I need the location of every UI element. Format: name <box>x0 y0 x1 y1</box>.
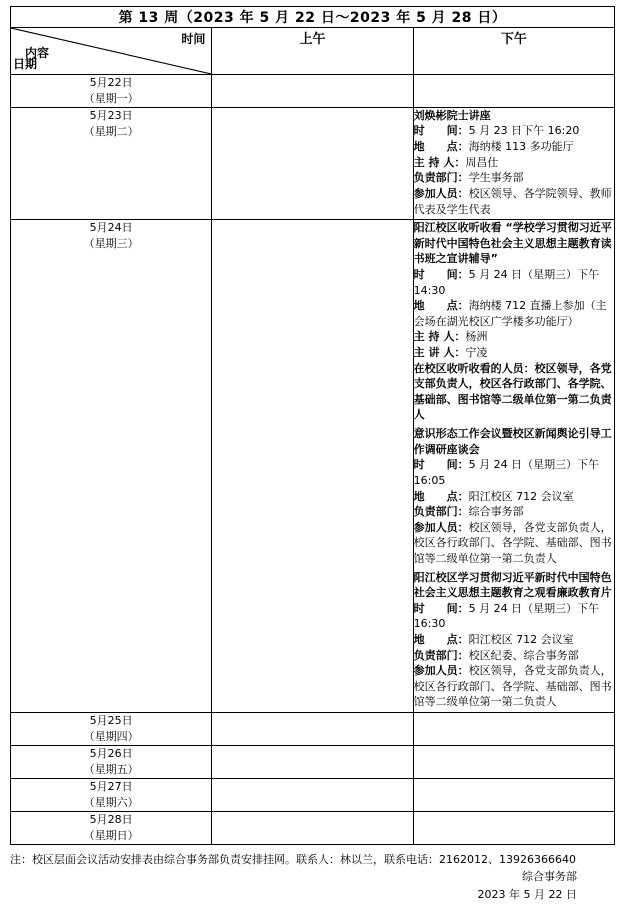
event-line <box>414 663 614 710</box>
weekday-text: （星期二） <box>83 124 139 138</box>
footer-department: 综合事务部 <box>522 870 577 884</box>
morning-cell <box>212 745 413 778</box>
weekday-text: （星期三） <box>83 237 139 251</box>
afternoon-cell <box>413 811 614 844</box>
header-content-label: 内容 <box>25 46 50 60</box>
date-cell <box>11 811 212 844</box>
event-title: 刘焕彬院士讲座 <box>413 108 491 122</box>
event-line-key: 负责部门： <box>413 171 469 185</box>
event-line-key: 在校区收听收看的人员： <box>413 361 535 375</box>
event-title: 阳江校区收听收看 “学校学习贯彻习近平新时代中国特色社会主义思想主题教育读书班之宣讲辅导” <box>413 221 612 266</box>
event-line-value: 阳江校区 712 会议室 <box>468 489 574 503</box>
date-cell <box>11 713 212 746</box>
table-row <box>11 745 615 778</box>
event-item <box>414 426 614 566</box>
weekday-text: （星期日） <box>83 828 139 842</box>
event-line-key: 主 讲 人： <box>413 346 466 360</box>
date-text: 5月27日 <box>89 779 133 793</box>
date-text: 5月23日 <box>89 108 133 122</box>
event-line-value: 校区纪委、综合事务部 <box>468 648 579 662</box>
event-line-value: 周昌仕 <box>465 155 499 169</box>
afternoon-cell <box>413 75 614 108</box>
event-line <box>414 329 614 345</box>
footer <box>10 851 615 904</box>
event-line <box>414 186 614 217</box>
event-line-value: 校区领导，各党支部负责人，校区各行政部门、各学院、基础部、图书馆等二级单位第一第二负责人 <box>413 520 612 565</box>
event-line-key: 参加人员： <box>413 186 469 200</box>
event-line-value: 校区领导，各党支部负责人，校区各行政部门、各学院、基础部、图书馆等二级单位第一第二负责人 <box>413 361 612 422</box>
morning-cell <box>212 778 413 811</box>
date-cell <box>11 778 212 811</box>
date-text: 5月25日 <box>89 714 133 728</box>
event-line <box>414 298 614 329</box>
event-line-key: 地 点： <box>413 489 469 503</box>
morning-cell <box>212 220 413 713</box>
event-title: 意识形态工作会议暨校区新闻舆论引导工作调研座谈会 <box>413 427 612 456</box>
header-afternoon: 下午 <box>413 28 614 75</box>
event-line-value: 综合事务部 <box>468 505 524 519</box>
afternoon-cell <box>413 778 614 811</box>
table-row <box>11 107 615 219</box>
event-line-key: 地 点： <box>413 299 469 313</box>
event-line-value: 5 月 23 日下午 16:20 <box>468 124 580 138</box>
event-line <box>414 489 614 505</box>
morning-cell <box>212 713 413 746</box>
date-text: 5月22日 <box>89 76 133 89</box>
event-line-value: 海纳楼 712 直播上参加（主会场在湖光校区广学楼多功能厅） <box>413 299 607 328</box>
date-cell <box>11 220 212 713</box>
weekday-text: （星期六） <box>83 795 139 809</box>
morning-cell <box>212 107 413 219</box>
event-line-value: 海纳楼 113 多功能厅 <box>468 140 574 154</box>
header-morning: 上午 <box>212 28 413 75</box>
table-row <box>11 778 615 811</box>
event-line-key: 时 间： <box>413 601 469 615</box>
schedule-table <box>10 6 615 845</box>
event-line-value: 学生事务部 <box>468 171 524 185</box>
date-cell <box>11 75 212 108</box>
event-line-value: 5 月 24 日（星期三）下午 16:30 <box>413 601 600 631</box>
table-row <box>11 811 615 844</box>
event-line <box>414 139 614 155</box>
event-item <box>414 570 614 710</box>
event-line-key: 主 持 人： <box>413 330 466 344</box>
header-corner-cell <box>11 28 212 75</box>
event-item <box>414 108 614 217</box>
event-line-key: 地 点： <box>413 140 469 154</box>
event-line-value: 校区领导、各学院领导、教师代表及学生代表 <box>413 186 612 216</box>
event-line-key: 负责部门： <box>413 648 469 662</box>
event-line-key: 主 持 人： <box>413 155 466 169</box>
afternoon-cell <box>413 220 614 713</box>
event-line-value: 5 月 24 日（星期三）下午 16:05 <box>413 458 600 487</box>
table-row <box>11 713 615 746</box>
date-cell <box>11 107 212 219</box>
event-line <box>414 123 614 139</box>
event-title: 阳江校区学习贯彻习近平新时代中国特色社会主义思想主题教育之观看廉政教育片 <box>413 570 612 600</box>
event-item <box>414 220 614 423</box>
afternoon-cell <box>413 107 614 219</box>
date-cell <box>11 745 212 778</box>
event-line <box>414 457 614 488</box>
table-row <box>11 220 615 713</box>
afternoon-cell <box>413 713 614 746</box>
weekday-text: （星期一） <box>83 91 139 105</box>
event-line <box>414 361 614 423</box>
footer-signature <box>10 868 615 904</box>
header-date-label: 日期 <box>13 57 38 71</box>
event-line <box>414 504 614 520</box>
date-text: 5月28日 <box>89 812 133 826</box>
event-line <box>414 520 614 567</box>
event-line <box>414 170 614 186</box>
event-line-value: 杨洲 <box>465 330 488 344</box>
footer-date: 2023 年 5 月 22 日 <box>477 888 577 902</box>
page-title: 第 13 周（2023 年 5 月 22 日～2023 年 5 月 28 日） <box>11 7 615 28</box>
event-line-key: 参加人员： <box>413 520 469 534</box>
header-time-label: 时间 <box>181 32 206 46</box>
event-line-key: 时 间： <box>413 124 469 138</box>
event-line-key: 负责部门： <box>413 505 469 519</box>
table-header-row <box>11 28 615 75</box>
morning-cell <box>212 75 413 108</box>
table-row <box>11 75 615 108</box>
weekday-text: （星期五） <box>83 762 139 776</box>
weekday-text: （星期四） <box>83 729 139 743</box>
footer-note: 注：校区层面会议活动安排表由综合事务部负责安排挂网。联系人：林以兰，联系电话：2162012、13926366640 <box>10 852 576 866</box>
event-line <box>414 648 614 664</box>
event-line-value: 宁凌 <box>465 346 488 360</box>
event-line <box>414 267 614 298</box>
event-line-key: 时 间： <box>413 458 469 472</box>
table-title-row <box>11 7 615 28</box>
event-line <box>414 632 614 648</box>
afternoon-cell <box>413 745 614 778</box>
morning-cell <box>212 811 413 844</box>
event-line-value: 校区领导，各党支部负责人，校区各行政部门、各学院、基础部、图书馆等二级单位第一第二负责人 <box>413 664 612 709</box>
event-line <box>414 601 614 632</box>
event-line <box>414 345 614 361</box>
event-line-key: 时 间： <box>413 267 469 281</box>
event-line-value: 阳江校区 712 会议室 <box>468 632 574 646</box>
date-text: 5月26日 <box>89 746 133 760</box>
date-text: 5月24日 <box>89 221 133 235</box>
event-line-key: 参加人员： <box>413 664 469 678</box>
event-line <box>414 155 614 171</box>
event-line-value: 5 月 24 日（星期三）下午 14:30 <box>413 267 600 297</box>
event-line-key: 地 点： <box>413 632 469 646</box>
